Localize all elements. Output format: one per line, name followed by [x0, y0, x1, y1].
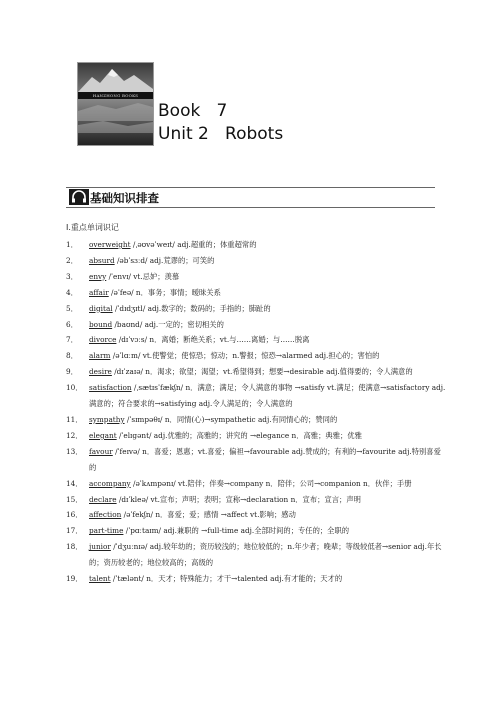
entry-text: [89, 380, 446, 412]
entry-text: [89, 444, 446, 476]
entry-number: 5．: [66, 303, 78, 313]
entry-definition: /ˈdʒuːnɪə/ adj.较年幼的；资历较浅的；地位较低的；n.年少者；晚辈；等级较低者→senior adj.年长的；资历较老的；地位较高的；高级的: [89, 542, 442, 568]
vocabulary-entry: [66, 476, 446, 492]
entry-definition: /ˈtælənt/ n．天才；特殊能力；才干→talented adj.有才能的；天才的: [110, 574, 343, 584]
entry-headword: affair: [89, 287, 109, 297]
entry-headword: overweight: [89, 240, 131, 249]
entry-text: [89, 507, 446, 523]
entry-headword: desire: [89, 367, 112, 377]
entry-definition: /əˈlɑːm/ vt.使警觉；使惊恐；惊动；n.警报；惊恐→alarmed adj.担心的；害怕的: [110, 351, 380, 361]
entry-definition: /ˈdɪdʒɪtl/ adj.数字的；数码的；手指的；肺趾的: [112, 303, 271, 313]
entry-headword: part-time: [89, 526, 124, 536]
entry-number: 10．: [66, 383, 83, 393]
entry-headword: digital: [89, 303, 113, 313]
entry-definition: /baʊnd/ adj.一定的；密切相关的: [112, 319, 224, 329]
entry-number: 17．: [66, 526, 83, 536]
entry-definition: /ˈsɪmpəθɪ/ n．同情(心)→sympathetic adj.有同情心的；赞同的: [124, 414, 338, 424]
entry-text: [89, 412, 446, 428]
entry-number: 19．: [66, 574, 83, 584]
entry-text: [89, 364, 446, 380]
vocabulary-entry: [66, 332, 446, 348]
entry-number: 7．: [66, 335, 78, 345]
cover-band-text: HANZHONG BOOKS: [78, 92, 153, 99]
vocabulary-entry: [66, 507, 446, 523]
vocabulary-entry: [66, 269, 446, 285]
vocabulary-entry: [66, 523, 446, 539]
entry-headword: sympathy: [89, 414, 125, 424]
entry-definition: /ˈfeɪvə/ n．喜爱；恩惠；vt.喜爱；偏袒→favourable adj.赞成的；有利的→favourite adj.特别喜爱的: [89, 446, 441, 472]
entry-headword: absurd: [89, 255, 115, 265]
entry-headword: accompany: [89, 478, 131, 488]
entry-text: [89, 492, 446, 508]
entry-definition: /ˌsætɪsˈfækʃn/ n．满意；满足；令人满意的事物 →satisfy vt.满足；使满意→satisfactory adj.满意的；符合要求的→satisfying adj.令人满足的；令人满意的: [89, 383, 446, 409]
entry-text: [89, 269, 446, 285]
entry-number: 1．: [66, 240, 78, 249]
vocabulary-entry: [66, 412, 446, 428]
entry-definition: /ˌəʊvəˈweɪt/ adj.超重的；体重超常的: [130, 240, 257, 249]
entry-headword: envy: [89, 271, 107, 281]
entry-headword: alarm: [89, 351, 111, 361]
entry-text: [89, 332, 446, 348]
entry-headword: declare: [89, 494, 117, 504]
vocabulary-entry: [66, 380, 446, 412]
vocabulary-entry: [66, 301, 446, 317]
vocabulary-entry: [66, 428, 446, 444]
vocabulary-entry: [66, 253, 446, 269]
entry-number: 12．: [66, 430, 83, 440]
entry-headword: satisfaction: [89, 383, 132, 393]
entry-number: 18．: [66, 542, 83, 552]
vocabulary-entry: [66, 571, 446, 587]
entry-headword: bound: [89, 319, 113, 329]
book-cover-image: [77, 62, 154, 146]
vocabulary-entry: [66, 364, 446, 380]
entry-definition: /ˈpɑːtaɪm/ adj.兼职的 →full-time adj.全部时间的；专任的；全职的: [123, 526, 350, 536]
entry-headword: talent: [89, 574, 111, 584]
vocabulary-entry: [66, 492, 446, 508]
entry-number: 3．: [66, 271, 78, 281]
entry-text: [89, 253, 446, 269]
entry-number: 14．: [66, 478, 83, 488]
entry-number: 9．: [66, 367, 78, 377]
vocabulary-list: [66, 237, 446, 587]
entry-definition: /ˈenvɪ/ vt.忌妒；羡慕: [106, 271, 180, 281]
unit-title: Unit 2 Robots: [158, 124, 284, 144]
entry-text: [89, 348, 446, 364]
section-heading: 基础知识排查: [90, 191, 159, 205]
entry-headword: junior: [89, 542, 111, 552]
entry-text: [89, 301, 446, 317]
entry-definition: /əˈkʌmpənɪ/ vt.陪伴；伴奏→company n．陪伴；公司→companion n．伙伴；手册: [130, 478, 412, 488]
entry-number: 16．: [66, 510, 83, 520]
book-title: Book 7: [158, 101, 228, 121]
entry-headword: elegant: [89, 430, 117, 440]
entry-definition: /əbˈsɜːd/ adj.荒谬的；可笑的: [114, 255, 215, 265]
entry-number: 11．: [66, 414, 83, 424]
vocabulary-entry: [66, 444, 446, 476]
entry-text: [89, 539, 446, 571]
entry-text: [89, 428, 446, 444]
vocabulary-entry: [66, 317, 446, 333]
entry-number: 6．: [66, 319, 78, 329]
entry-number: 13．: [66, 446, 83, 456]
entry-text: [89, 237, 446, 253]
entry-definition: /dɪˈzaɪə/ n．渴求；欲望；渴望；vt.希望得到；想要→desirable adj.值得要的；令人满意的: [111, 367, 413, 377]
vocabulary-entry: [66, 237, 446, 253]
sub-heading: Ⅰ.重点单词识记: [66, 223, 119, 232]
entry-definition: /əˈfekʃn/ n．喜爱；爱；感情 →affect vt.影响；感动: [121, 510, 296, 520]
entry-definition: /dɪˈvɔːs/ n．离婚；断绝关系；vt.与……离婚；与……脱离: [116, 335, 310, 345]
entry-number: 8．: [66, 351, 78, 361]
entry-headword: divorce: [89, 335, 117, 345]
entry-number: 15．: [66, 494, 83, 504]
entry-text: [89, 285, 446, 301]
entry-definition: /əˈfeə/ n．事务；事情；暧昧关系: [108, 287, 221, 297]
entry-headword: favour: [89, 446, 113, 456]
entry-definition: /ˈelɪgənt/ adj.优雅的；高雅的；讲究的 →elegance n．高雅；典雅；优雅: [116, 430, 362, 440]
entry-text: [89, 476, 446, 492]
vocabulary-entry: [66, 348, 446, 364]
vocabulary-entry: [66, 285, 446, 301]
entry-definition: /dɪˈkleə/ vt.宣布；声明；表明；宣称→declaration n．宣布；宣言；声明: [116, 494, 361, 504]
cover-mountain-illustration: [78, 63, 153, 145]
entry-text: [89, 523, 446, 539]
entry-text: [89, 317, 446, 333]
entry-text: [89, 571, 446, 587]
headphones-icon: [69, 189, 89, 205]
vocabulary-entry: [66, 539, 446, 571]
section-bottom-rule: [66, 207, 435, 208]
entry-number: 2．: [66, 255, 78, 265]
section-top-rule: [66, 187, 435, 188]
entry-headword: affection: [89, 510, 122, 520]
entry-number: 4．: [66, 287, 78, 297]
